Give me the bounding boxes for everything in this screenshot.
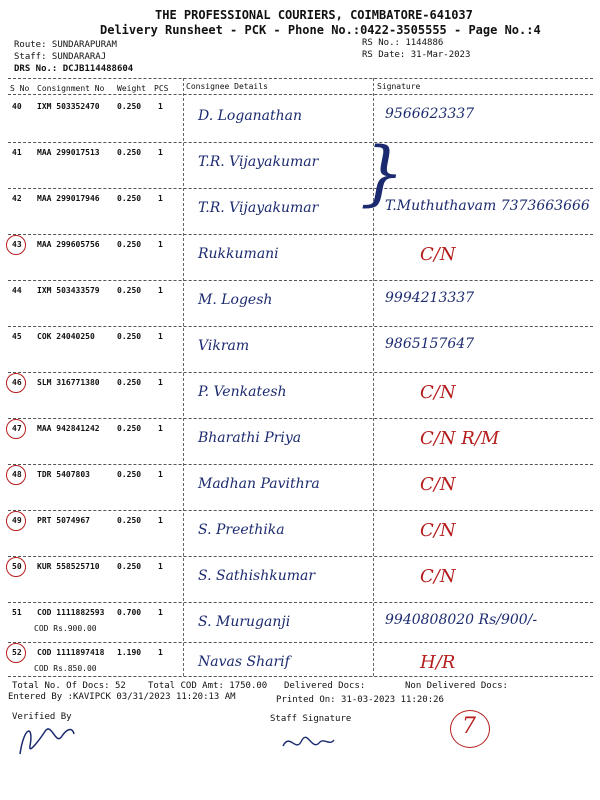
row-sno: 50 xyxy=(12,562,22,571)
row-sno: 46 xyxy=(12,378,22,387)
row-sno: 41 xyxy=(12,148,22,157)
row-divider xyxy=(8,234,593,235)
row-consignment: MAA 299017513 xyxy=(37,148,100,157)
row-weight: 0.250 xyxy=(117,286,142,295)
row-pcs: 1 xyxy=(158,648,163,657)
row-divider xyxy=(8,280,593,281)
row-pcs: 1 xyxy=(158,194,163,203)
header-bottom-rule xyxy=(8,94,593,95)
row-consignment: COD 1111882593 xyxy=(37,608,105,617)
row-pcs: 1 xyxy=(158,562,163,571)
row-sno: 43 xyxy=(12,240,22,249)
row-weight: 0.250 xyxy=(117,332,142,341)
row-signature: C/N xyxy=(420,474,456,495)
total-cod: Total COD Amt: 1750.00 xyxy=(148,681,268,691)
row-consignment: SLM 316771380 xyxy=(37,378,100,387)
entered-by: Entered By :KAVIPCK 03/31/2023 11:20:13 AM xyxy=(8,692,236,702)
rs-number: RS No.: 1144886 xyxy=(362,38,444,48)
row-weight: 0.250 xyxy=(117,562,142,571)
circled-number-mark xyxy=(6,419,26,439)
staff-signature-label: Staff Signature xyxy=(270,714,352,724)
col-signature: Signature xyxy=(377,82,421,91)
row-weight: 0.250 xyxy=(117,240,142,249)
row-signature: C/N R/M xyxy=(420,428,500,449)
bracket-mark: } xyxy=(360,132,405,214)
row-weight: 0.250 xyxy=(117,378,142,387)
row-consignee-name: P. Venkatesh xyxy=(198,384,287,400)
row-divider xyxy=(8,142,593,143)
row-sno: 42 xyxy=(12,194,22,203)
row-pcs: 1 xyxy=(158,332,163,341)
row-pcs: 1 xyxy=(158,148,163,157)
row-pcs: 1 xyxy=(158,470,163,479)
row-sno: 52 xyxy=(12,648,22,657)
row-consignee-name: S. Sathishkumar xyxy=(198,568,316,584)
row-divider xyxy=(8,372,593,373)
row-consignee-name: T.R. Vijayakumar xyxy=(198,200,319,216)
page-count-mark: 7 xyxy=(462,714,476,739)
row-pcs: 1 xyxy=(158,516,163,525)
row-consignee-name: S. Preethika xyxy=(198,522,285,538)
row-signature: C/N xyxy=(420,382,456,403)
row-consignment: MAA 942841242 xyxy=(37,424,100,433)
row-consignee-name: S. Muruganji xyxy=(198,614,291,630)
row-divider xyxy=(8,418,593,419)
row-weight: 0.250 xyxy=(117,470,142,479)
row-consignment: COK 24040250 xyxy=(37,332,95,341)
row-sno: 51 xyxy=(12,608,22,617)
verified-by: Verified By xyxy=(12,712,72,722)
col-weight: Weight xyxy=(117,84,146,93)
row-pcs: 1 xyxy=(158,102,163,111)
consignee-column-divider xyxy=(183,78,184,676)
verifier-signature xyxy=(12,716,82,761)
header-top-rule xyxy=(8,78,593,79)
row-consignment: COD 1111897418 xyxy=(37,648,105,657)
printed-on: Printed On: 31-03-2023 11:20:26 xyxy=(276,695,444,705)
row-signature: H/R xyxy=(420,652,456,673)
runsheet-title: Delivery Runsheet - PCK - Phone No.:0422-3505555 - Page No.:4 xyxy=(100,23,541,37)
circled-number-mark xyxy=(6,511,26,531)
row-consignment: TDR 5407803 xyxy=(37,470,90,479)
staff-signature-mark xyxy=(278,728,338,758)
row-weight: 0.250 xyxy=(117,516,142,525)
row-consignee-name: D. Loganathan xyxy=(198,108,303,124)
non-delivered-docs: Non Delivered Docs: xyxy=(405,681,508,691)
row-consignee-name: Vikram xyxy=(198,338,250,354)
row-signature: 9994213337 xyxy=(385,290,475,306)
total-docs: Total No. Of Docs: 52 xyxy=(12,681,126,691)
circled-number-mark xyxy=(6,235,26,255)
row-sno: 44 xyxy=(12,286,22,295)
row-divider xyxy=(8,464,593,465)
row-sno: 45 xyxy=(12,332,22,341)
route: Route: SUNDARAPURAM xyxy=(14,40,117,50)
row-pcs: 1 xyxy=(158,240,163,249)
row-signature: C/N xyxy=(420,566,456,587)
row-consignee-name: Navas Sharif xyxy=(198,654,290,670)
delivered-docs: Delivered Docs: xyxy=(284,681,366,691)
drs-number: DRS No.: DCJB114488604 xyxy=(14,64,134,74)
row-consignment: MAA 299017946 xyxy=(37,194,100,203)
row-signature: T.Muthuthavam 7373663666 xyxy=(385,198,590,214)
row-sno: 48 xyxy=(12,470,22,479)
row-cod-amount: COD Rs.850.00 xyxy=(34,664,97,673)
row-divider xyxy=(8,510,593,511)
rs-date: RS Date: 31-Mar-2023 xyxy=(362,50,471,60)
row-signature: C/N xyxy=(420,520,456,541)
company-title: THE PROFESSIONAL COURIERS, COIMBATORE-641037 xyxy=(155,8,473,22)
row-divider xyxy=(8,642,593,643)
row-weight: 0.250 xyxy=(117,194,142,203)
row-pcs: 1 xyxy=(158,608,163,617)
col-consignment: Consignment No xyxy=(37,84,105,93)
row-weight: 0.250 xyxy=(117,148,142,157)
row-sno: 40 xyxy=(12,102,22,111)
row-sno: 47 xyxy=(12,424,22,433)
row-signature: 9865157647 xyxy=(385,336,475,352)
row-divider xyxy=(8,188,593,189)
row-consignee-name: M. Logesh xyxy=(198,292,273,308)
row-signature: C/N xyxy=(420,244,456,265)
row-pcs: 1 xyxy=(158,424,163,433)
col-consignee: Consignee Details xyxy=(186,82,268,91)
row-consignee-name: Bharathi Priya xyxy=(198,430,302,446)
row-consignee-name: Rukkumani xyxy=(198,246,279,262)
staff: Staff: SUNDARARAJ xyxy=(14,52,107,62)
circled-number-mark xyxy=(6,373,26,393)
row-divider xyxy=(8,602,593,603)
circled-number-mark xyxy=(6,643,26,663)
row-cod-amount: COD Rs.900.00 xyxy=(34,624,97,633)
row-consignment: IXM 503433579 xyxy=(37,286,100,295)
row-consignee-name: Madhan Pavithra xyxy=(198,476,320,492)
row-weight: 0.250 xyxy=(117,424,142,433)
row-consignment: IXM 503352470 xyxy=(37,102,100,111)
row-sno: 49 xyxy=(12,516,22,525)
row-divider xyxy=(8,326,593,327)
row-weight: 1.190 xyxy=(117,648,142,657)
row-signature: 9940808020 Rs/900/- xyxy=(385,612,538,628)
footer-rule xyxy=(8,676,593,677)
row-consignment: KUR 558525710 xyxy=(37,562,100,571)
circled-number-mark xyxy=(6,557,26,577)
row-weight: 0.700 xyxy=(117,608,142,617)
circled-number-mark xyxy=(6,465,26,485)
col-pcs: PCS xyxy=(154,84,169,93)
row-consignee-name: T.R. Vijayakumar xyxy=(198,154,319,170)
row-pcs: 1 xyxy=(158,378,163,387)
row-pcs: 1 xyxy=(158,286,163,295)
row-divider xyxy=(8,556,593,557)
row-weight: 0.250 xyxy=(117,102,142,111)
row-consignment: PRT 5074967 xyxy=(37,516,90,525)
row-consignment: MAA 299605756 xyxy=(37,240,100,249)
col-sno: S No xyxy=(10,84,30,93)
row-signature: 9566623337 xyxy=(385,106,475,122)
